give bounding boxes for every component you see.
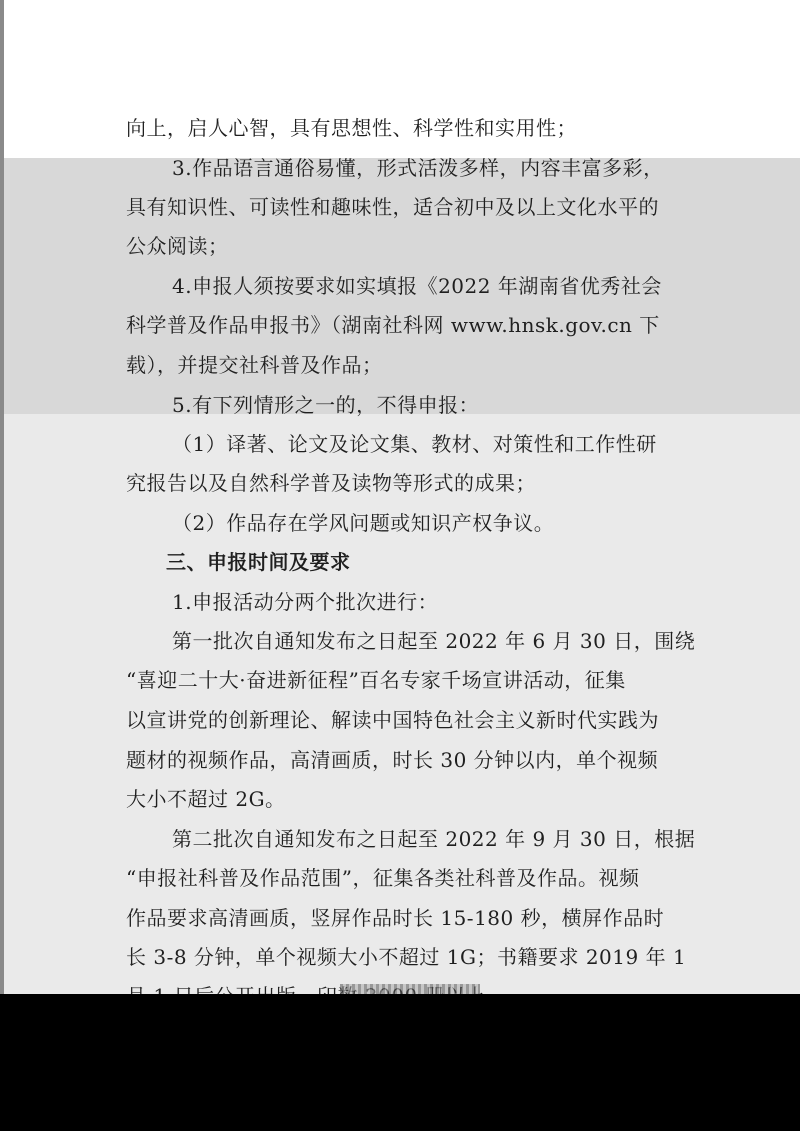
paragraph-line: 载），并提交社科普及作品； (126, 353, 383, 377)
paragraph-line: 公众阅读； (126, 234, 229, 258)
paragraph-line: “申报社科普及作品范围”，征集各类社科普及作品。视频 (126, 866, 640, 890)
black-margin (0, 994, 800, 1131)
paragraph-line: 科学普及作品申报书》（湖南社科网 www.hnsk.gov.cn 下 (126, 313, 660, 337)
paragraph-line: 以宣讲党的创新理论、解读中国特色社会主义新时代实践为 (126, 708, 659, 732)
paragraph-line: 向上，启人心智，具有思想性、科学性和实用性； (126, 116, 577, 140)
paragraph-line: 1.申报活动分两个批次进行： (172, 590, 439, 614)
section-heading: 三、申报时间及要求 (166, 550, 351, 574)
paragraph-line: 题材的视频作品，高清画质，时长 30 分钟以内，单个视频 (126, 748, 659, 772)
paragraph-line: 第一批次自通知发布之日起至 2022 年 6 月 30 日，围绕 (172, 629, 696, 653)
paragraph-line: 3.作品语言通俗易懂，形式活泼多样，内容丰富多彩， (172, 156, 664, 180)
paragraph-line: “喜迎二十大·奋进新征程”百名专家千场宣讲活动，征集 (126, 668, 626, 692)
paragraph-line: 长 3-8 分钟，单个视频大小不超过 1G；书籍要求 2019 年 1 (126, 945, 687, 969)
paragraph-line: 具有知识性、可读性和趣味性，适合初中及以上文化水平的 (126, 195, 659, 219)
paragraph-line: （1）译著、论文及论文集、教材、对策性和工作性研 (172, 432, 657, 456)
paragraph-line: 大小不超过 2G。 (126, 787, 286, 811)
paragraph-line: 5.有下列情形之一的，不得申报： (172, 393, 480, 417)
paragraph-line: 第二批次自通知发布之日起至 2022 年 9 月 30 日，根据 (172, 827, 696, 851)
paragraph-line: 4.申报人须按要求如实填报《2022 年湖南省优秀社会 (172, 274, 662, 298)
paragraph-line: 作品要求高清画质，竖屏作品时长 15-180 秒，横屏作品时 (126, 906, 665, 930)
paragraph-line: （2）作品存在学风问题或知识产权争议。 (172, 511, 555, 535)
paragraph-line: 究报告以及自然科学普及读物等形式的成果； (126, 471, 536, 495)
